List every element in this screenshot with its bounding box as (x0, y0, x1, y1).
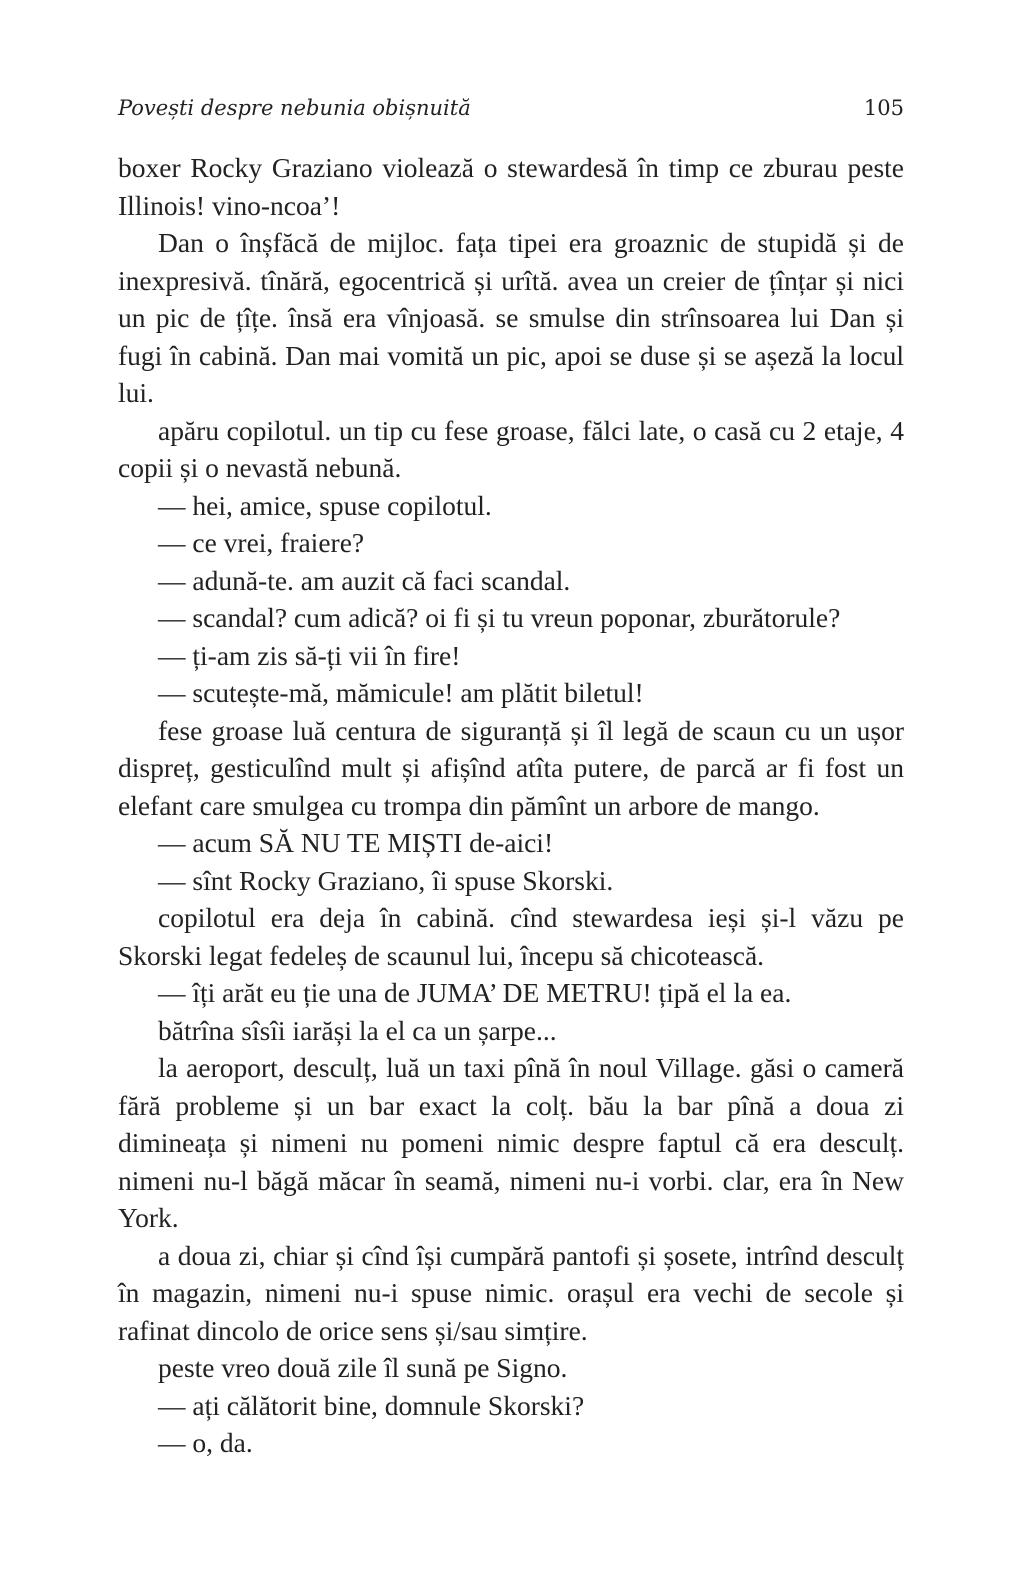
page-number: 105 (863, 96, 904, 120)
dialogue-line: — hei, amice, spuse copilotul. (158, 489, 492, 521)
paragraph: peste vreo două zile îl sună pe Signo. (158, 1352, 568, 1383)
paragraph: a doua zi, chiar și cînd își cumpără pantofi și șosete, intrînd desculț în magazin, nimeni nu-i spuse nimic. orașul era vechi de secole și rafinat dincolo de orice sens și/sau simțire. (118, 1239, 904, 1346)
body-text (118, 149, 904, 1462)
dialogue-line: — ați călătorit bine, domnule Skorski? (158, 1389, 585, 1421)
paragraph: la aeroport, desculț, luă un taxi pînă în noul Village. găsi o cameră fără probleme și un bar exact la colț. bău la bar pînă a doua zi dimineața și nimeni nu pomeni nimic despre faptul că era desculț. nimeni nu-l băgă măcar în seamă, nimeni nu-i vorbi. clar, era în New York. (118, 1052, 904, 1233)
book-page (118, 88, 904, 1462)
paragraph: Dan o înșfăcă de mijloc. fața tipei era groaznic de stupidă și de inexpresivă. tînără, egocentrică și urîtă. avea un creier de țînțar și nici un pic de țîțe. însă era vînjoasă. se smulse din strînsoarea lui Dan și fugi în cabină. Dan mai vomită un pic, apoi se duse și se așeză la locul lui. (118, 227, 904, 408)
dialogue-line: — îți arăt eu ție una de JUMA’ DE METRU! țipă el la ea. (158, 977, 792, 1008)
paragraph: bătrîna sîsîi iarăși la el ca un șarpe... (158, 1014, 557, 1046)
dialogue-line: — sînt Rocky Graziano, îi spuse Skorski. (158, 864, 614, 896)
paragraph: apăru copilotul. un tip cu fese groase, fălci late, o casă cu 2 etaje, 4 copii și o nevastă nebună. (118, 414, 904, 483)
paragraph: fese groase luă centura de siguranță și îl legă de scaun cu un ușor dispreț, gesticulînd mult și afișînd atîta putere, de parcă ar fi fost un elefant care smulgea cu trompa din pămînt un arbore de mango. (118, 714, 904, 821)
dialogue-line: — scandal? cum adică? oi fi și tu vreun poponar, zburătorule? (158, 602, 841, 633)
running-title: Povești despre nebunia obișnuită (118, 96, 471, 120)
running-head (118, 88, 904, 128)
dialogue-line: — o, da. (158, 1427, 253, 1458)
dialogue-line: — acum SĂ NU TE MIȘTI de-aici! (158, 827, 554, 858)
dialogue-line: — ți-am zis să-ți vii în fire! (158, 639, 461, 671)
paragraph: boxer Rocky Graziano violează o stewardesă în timp ce zburau peste Illinois! vino-ncoa’! (118, 152, 904, 221)
dialogue-line: — ce vrei, fraiere? (158, 527, 365, 558)
dialogue-line: — adună-te. am auzit că faci scandal. (158, 564, 571, 596)
paragraph: copilotul era deja în cabină. cînd stewardesa ieși și-l văzu pe Skorski legat fedeleș de scaunul lui, începu să chicotească. (118, 902, 904, 971)
dialogue-line: — scutește-mă, mămicule! am plătit biletul! (158, 677, 644, 708)
